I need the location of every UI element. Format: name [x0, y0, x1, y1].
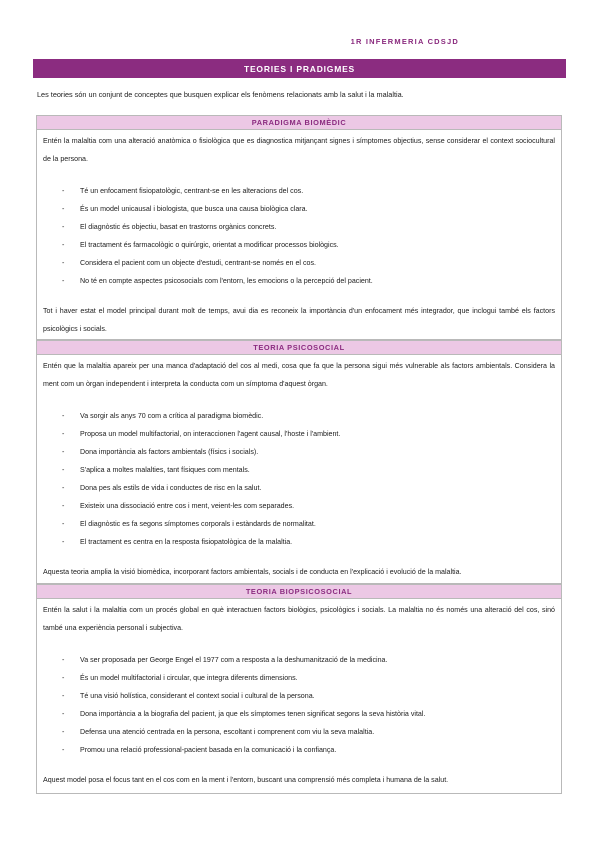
list-item: - El diagnòstic es fa segons símptomes corporals i estàndards de normalitat. [43, 515, 555, 533]
list-item: - Dona importància a la biografia del pacient, ja que els símptomes tenen significat segons la seva història vital. [43, 705, 555, 723]
section-description: Entén que la malaltia apareix per una manca d'adaptació del cos al medi, cosa que fa que la persona sigui més vulnerable als factors ambientals. Considera la ment com un òrgan independent i interpreta la conducta com un símptoma d'aquest òrgan. [43, 362, 555, 388]
bullet-list [43, 651, 555, 759]
list-item: - És un model multifactorial i circular, que integra diferents dimensions. [43, 669, 555, 687]
section-conclusion: Aquest model posa el focus tant en el cos com en la ment i l'entorn, buscant una comprensió més completa i humana de la salut. [43, 776, 449, 784]
section-teoria-psicosocial [36, 340, 562, 584]
section-heading: TEORIA PSICOSOCIAL [37, 341, 561, 355]
list-item: - El tractament es centra en la resposta fisiopatològica de la malaltia. [43, 533, 555, 551]
course-header: 1R INFERMERIA CDSJD [350, 37, 459, 46]
list-item: - No té en compte aspectes psicosocials com l'entorn, les emocions o la percepció del pacient. [43, 272, 555, 290]
section-conclusion: Tot i haver estat el model principal durant molt de temps, avui dia es reconeix la importància d'un enfocament més integrador, que inclogui també els factors psicològics i socials. [43, 307, 555, 333]
section-description: Entén la salut i la malaltia com un procés global en què interactuen factors biològics, psicològics i socials. La malaltia no és només una alteració del cos, sinó també una experiència personal i subjectiva. [43, 606, 555, 632]
section-heading: TEORIA BIOPSICOSOCIAL [37, 585, 561, 599]
list-item: - Dona pes als estils de vida i conductes de risc en la salut. [43, 479, 555, 497]
list-item: - Va sorgir als anys 70 com a crítica al paradigma biomèdic. [43, 407, 555, 425]
list-item: - S'aplica a moltes malalties, tant físiques com mentals. [43, 461, 555, 479]
section-teoria-biopsicosocial [36, 584, 562, 794]
list-item: - Considera el pacient com un objecte d'estudi, centrant-se només en el cos. [43, 254, 555, 272]
page-title: TEORIES I PRADIGMES [33, 59, 566, 78]
list-item: - El diagnòstic és objectiu, basat en trastorns orgànics concrets. [43, 218, 555, 236]
list-item: - És un model unicausal i biologista, que busca una causa biològica clara. [43, 200, 555, 218]
list-item: - Defensa una atenció centrada en la persona, escoltant i comprenent com viu la seva malaltia. [43, 723, 555, 741]
list-item: - Promou una relació professional-pacient basada en la comunicació i la confiança. [43, 741, 555, 759]
list-item: - Té una visió holística, considerant el context social i cultural de la persona. [43, 687, 555, 705]
list-item: - Proposa un model multifactorial, on interaccionen l'agent causal, l'hoste i l'ambient. [43, 425, 555, 443]
bullet-list [43, 407, 555, 551]
list-item: - Té un enfocament fisiopatològic, centrant-se en les alteracions del cos. [43, 182, 555, 200]
list-item: - El tractament és farmacològic o quirúrgic, orientat a modificar processos biològics. [43, 236, 555, 254]
section-conclusion: Aquesta teoria amplia la visió biomèdica, incorporant factors ambientals, socials i de conducta en l'explicació i evolució de la malaltia. [43, 568, 462, 576]
section-paradigma-biomedic [36, 115, 562, 340]
section-heading: PARADIGMA BIOMÈDIC [37, 116, 561, 130]
list-item: - Va ser proposada per George Engel el 1977 com a resposta a la deshumanització de la medicina. [43, 651, 555, 669]
section-description: Entén la malaltia com una alteració anatòmica o fisiològica que es diagnostica mitjançant signes i símptomes objectius, sense considerar el context sociocultural de la persona. [43, 137, 555, 163]
list-item: - Existeix una dissociació entre cos i ment, veient-les com separades. [43, 497, 555, 515]
list-item: - Dona importància als factors ambientals (físics i socials). [43, 443, 555, 461]
intro-paragraph: Les teories són un conjunt de conceptes que busquen explicar els fenòmens relacionats amb la salut i la malaltia. [37, 90, 404, 99]
bullet-list [43, 182, 555, 290]
